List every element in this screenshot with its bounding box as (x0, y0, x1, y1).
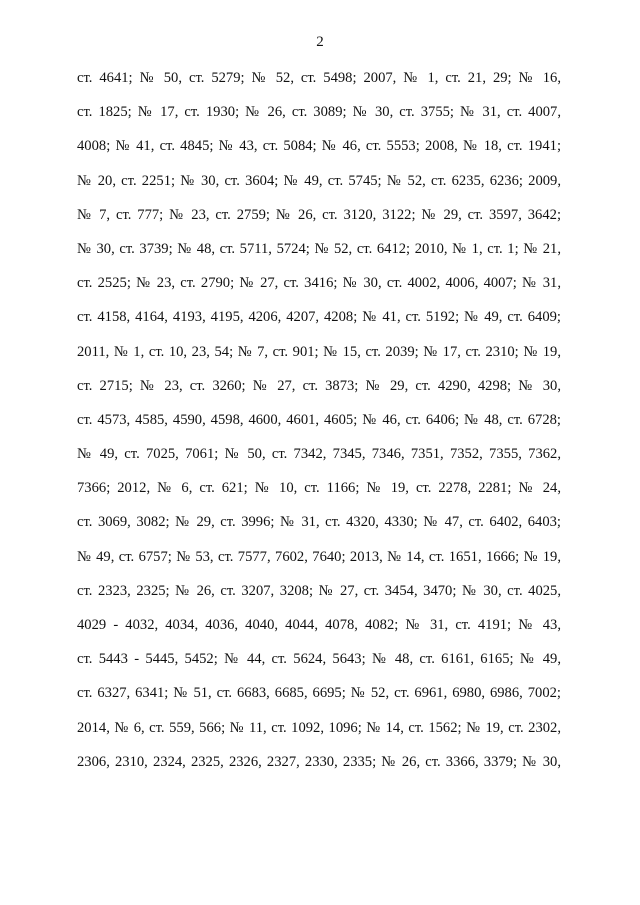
text-line: № 49, ст. 7025, 7061; № 50, ст. 7342, 7345, 7346, 7351, 7352, 7355, 7362, (77, 446, 561, 463)
text-line: № 20, ст. 2251; № 30, ст. 3604; № 49, ст. 5745; № 52, ст. 6235, 6236; 2009, (77, 172, 561, 189)
text-line: ст. 4158, 4164, 4193, 4195, 4206, 4207, 4208; № 41, ст. 5192; № 49, ст. 6409; (77, 309, 561, 326)
text-line: ст. 2525; № 23, ст. 2790; № 27, ст. 3416; № 30, ст. 4002, 4006, 4007; № 31, (77, 275, 561, 292)
text-line: № 7, ст. 777; № 23, ст. 2759; № 26, ст. 3120, 3122; № 29, ст. 3597, 3642; (77, 206, 561, 223)
page-number: 2 (316, 34, 324, 50)
text-line: 7366; 2012, № 6, ст. 621; № 10, ст. 1166; № 19, ст. 2278, 2281; № 24, (77, 480, 561, 497)
text-line: ст. 6327, 6341; № 51, ст. 6683, 6685, 6695; № 52, ст. 6961, 6980, 6986, 7002; (77, 685, 561, 702)
text-line: ст. 4641; № 50, ст. 5279; № 52, ст. 5498; 2007, № 1, ст. 21, 29; № 16, (77, 70, 561, 86)
text-line: 2011, № 1, ст. 10, 23, 54; № 7, ст. 901; № 15, ст. 2039; № 17, ст. 2310; № 19, (77, 343, 561, 360)
text-line: 4029 - 4032, 4034, 4036, 4040, 4044, 4078, 4082; № 31, ст. 4191; № 43, (77, 617, 561, 633)
document-body (77, 68, 561, 786)
text-line: 4008; № 41, ст. 4845; № 43, ст. 5084; № 46, ст. 5553; 2008, № 18, ст. 1941; (77, 138, 561, 155)
text-line: № 49, ст. 6757; № 53, ст. 7577, 7602, 7640; 2013, № 14, ст. 1651, 1666; № 19, (77, 548, 561, 565)
text-line: ст. 2715; № 23, ст. 3260; № 27, ст. 3873; № 29, ст. 4290, 4298; № 30, (77, 377, 561, 394)
text-line: ст. 1825; № 17, ст. 1930; № 26, ст. 3089; № 30, ст. 3755; № 31, ст. 4007, (77, 104, 561, 121)
text-line: ст. 3069, 3082; № 29, ст. 3996; № 31, ст. 4320, 4330; № 47, ст. 6402, 6403; (77, 514, 561, 531)
text-line: 2306, 2310, 2324, 2325, 2326, 2327, 2330, 2335; № 26, ст. 3366, 3379; № 30, (77, 753, 561, 770)
text-line: ст. 2323, 2325; № 26, ст. 3207, 3208; № 27, ст. 3454, 3470; № 30, ст. 4025, (77, 582, 561, 599)
text-line: ст. 4573, 4585, 4590, 4598, 4600, 4601, 4605; № 46, ст. 6406; № 48, ст. 6728; (77, 411, 561, 428)
text-line: № 30, ст. 3739; № 48, ст. 5711, 5724; № 52, ст. 6412; 2010, № 1, ст. 1; № 21, (77, 240, 561, 257)
text-line: 2014, № 6, ст. 559, 566; № 11, ст. 1092, 1096; № 14, ст. 1562; № 19, ст. 2302, (77, 719, 561, 736)
text-line: ст. 5443 - 5445, 5452; № 44, ст. 5624, 5643; № 48, ст. 6161, 6165; № 49, (77, 651, 561, 668)
